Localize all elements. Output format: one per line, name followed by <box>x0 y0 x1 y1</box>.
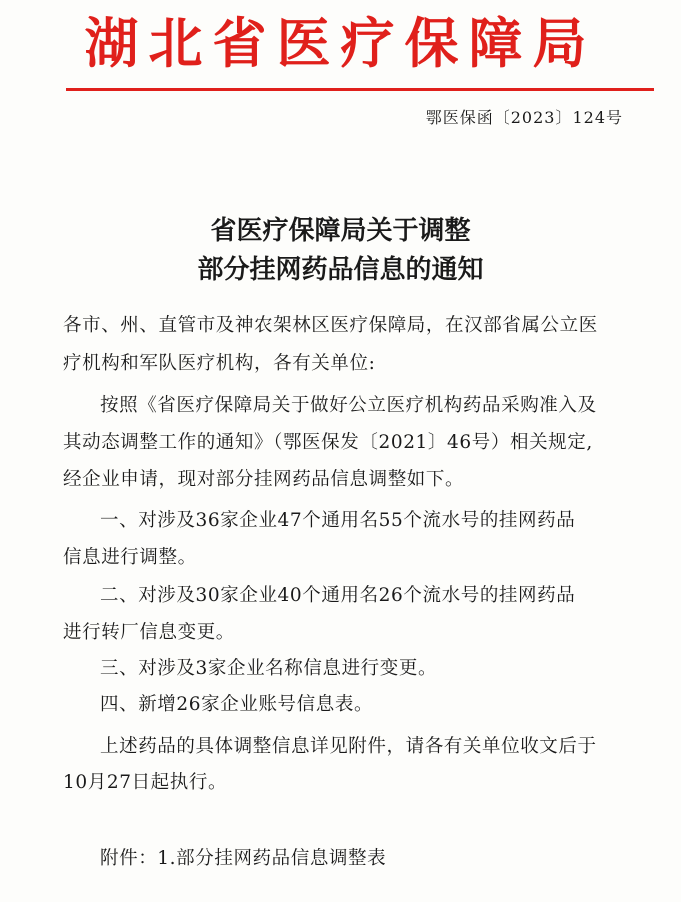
header-red-rule <box>66 88 654 91</box>
paragraph-1-line-2: 其动态调整工作的通知》（鄂医保发〔2021〕46号）相关规定, <box>63 432 593 453</box>
agency-name-header: 湖北省医疗保障局 <box>84 12 597 75</box>
paragraph-1-line-1: 按照《省医疗保障局关于做好公立医疗机构药品采购准入及 <box>100 395 597 416</box>
attachment-line: 附件：1.部分挂网药品信息调整表 <box>100 848 387 869</box>
recipients-line-1: 各市、州、直管市及神农架林区医疗保障局，在汉部省属公立医 <box>63 315 598 336</box>
recipients-line-2: 疗机构和军队医疗机构，各有关单位: <box>63 353 376 374</box>
item-2-line-2: 进行转厂信息变更。 <box>63 622 235 643</box>
document-title-line-1: 省医疗保障局关于调整 <box>210 216 471 246</box>
closing-line-2: 10月27日起执行。 <box>63 772 228 793</box>
item-1-line-1: 一、对涉及36家企业47个通用名55个流水号的挂网药品 <box>100 510 576 531</box>
closing-line-1: 上述药品的具体调整信息详见附件，请各有关单位收文后于 <box>100 736 597 757</box>
item-1-line-2: 信息进行调整。 <box>63 547 197 568</box>
paragraph-1-line-3: 经企业申请，现对部分挂网药品信息调整如下。 <box>63 469 465 490</box>
item-4: 四、新增26家企业账号信息表。 <box>100 694 374 715</box>
document-number: 鄂医保函〔2023〕124号 <box>425 108 623 127</box>
document-title-line-2: 部分挂网药品信息的通知 <box>197 255 484 285</box>
item-3: 三、对涉及3家企业名称信息进行变更。 <box>100 658 438 679</box>
item-2-line-1: 二、对涉及30家企业40个通用名26个流水号的挂网药品 <box>100 585 576 606</box>
